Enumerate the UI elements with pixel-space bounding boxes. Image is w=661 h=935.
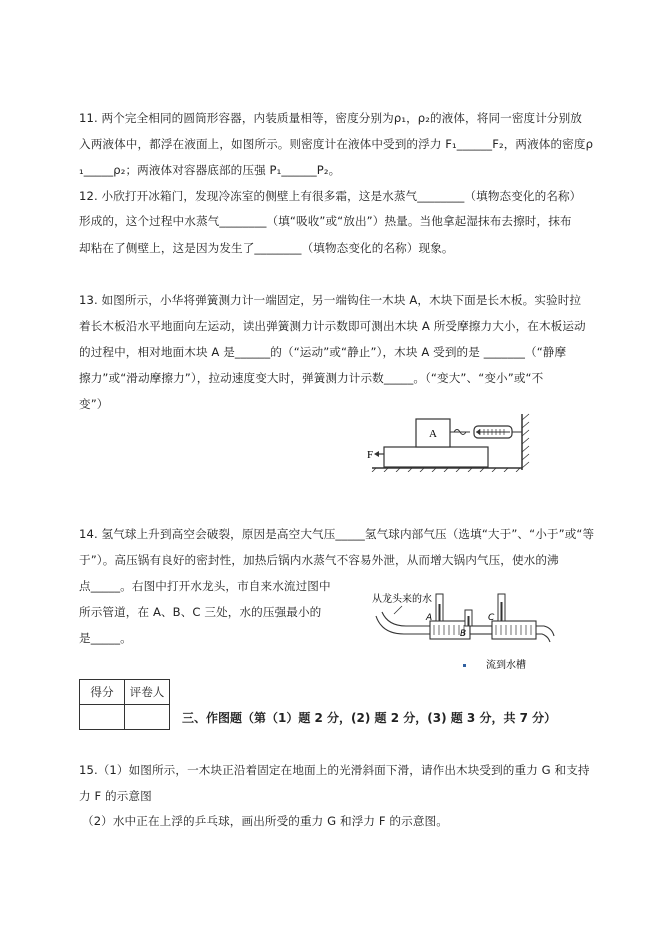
q11-line-3: ₁_____ρ₂；两液体对容器底部的压强 P₁______P₂。 bbox=[79, 163, 341, 177]
grader-header: 评卷人 bbox=[125, 680, 170, 705]
q12-line-1: 12. 小欣打开冰箱门，发现冷冻室的侧壁上有很多霜，这是水蒸气________（填物态变化的名称） bbox=[79, 189, 582, 203]
block-a-label: A bbox=[429, 428, 437, 440]
q14-line-4: 所示管道，在 A、B、C 三处，水的压强最小的 bbox=[79, 605, 322, 619]
pipe-figure bbox=[368, 590, 558, 674]
q15-line-1: 15.（1）如图所示，一木块正沿着固定在地面上的光滑斜面下滑，请作出木块受到的重力 G 和支持 bbox=[79, 763, 590, 777]
point-b-label: B bbox=[460, 629, 467, 639]
q15-line-2: 力 F 的示意图 bbox=[79, 789, 152, 803]
blue-mark bbox=[463, 664, 466, 667]
q12-line-2: 形成的，这个过程中水蒸气________（填“吸收”或“放出”）热量。当他拿起湿抹布去擦时，抹布 bbox=[79, 214, 572, 228]
spring-scale-figure bbox=[364, 412, 532, 472]
q13-line-1: 13. 如图所示，小华将弹簧测力计一端固定，另一端钩住一木块 A，木块下面是长木板。实验时拉 bbox=[79, 293, 582, 307]
q14-line-5: 是_____。 bbox=[79, 631, 132, 645]
q13-line-5: 变”） bbox=[79, 397, 109, 411]
q12-line-3: 却粘在了侧壁上，这是因为发生了________（填物态变化的名称）现象。 bbox=[79, 241, 454, 255]
point-a-label: A bbox=[426, 613, 433, 623]
grader-cell[interactable] bbox=[125, 705, 170, 730]
q13-line-4: 擦力”或“滑动摩擦力”），拉动速度变大时，弹簧测力计示数_____。（“变大”、“变小”或“不 bbox=[79, 371, 544, 385]
force-f-label: F bbox=[367, 449, 374, 461]
source-label: 从龙头来的水 bbox=[372, 594, 432, 605]
score-cell[interactable] bbox=[80, 705, 125, 730]
q14-line-3: 点_____。右图中打开水龙头，市自来水流过图中 bbox=[79, 579, 331, 593]
q15-line-3: （2）水中正在上浮的乒乓球，画出所受的重力 G 和浮力 F 的示意图。 bbox=[82, 814, 448, 828]
sink-label: 流到水槽 bbox=[486, 660, 526, 671]
q13-line-2: 着长木板沿水平地面向左运动，读出弹簧测力计示数即可测出木块 A 所受摩擦力大小，在木板运动 bbox=[79, 319, 586, 333]
q14-line-1: 14. 氢气球上升到高空会破裂，原因是高空大气压_____氢气球内部气压（选填“大于”、“小于”或“等 bbox=[79, 527, 595, 541]
q13-line-3: 的过程中，相对地面木块 A 是______的（“运动”或“静止”），木块 A 受到的是 _______（“静摩 bbox=[79, 345, 567, 359]
score-header: 得分 bbox=[80, 680, 125, 705]
q11-line-2: 入两液体中，都浮在液面上，如图所示。则密度计在液体中受到的浮力 F₁______F₂，两液体的密度ρ bbox=[79, 137, 594, 151]
section-title: 三、作图题（第（1）题 2 分，(2) 题 2 分，(3) 题 3 分，共 7 分） bbox=[182, 711, 557, 725]
q14-line-2: 于”）。高压锅有良好的密封性，加热后锅内水蒸气不容易外泄，从而增大锅内气压，使水的沸 bbox=[79, 553, 559, 567]
long-board bbox=[384, 447, 488, 467]
score-table bbox=[79, 679, 170, 730]
q11-line-1: 11. 两个完全相同的圆筒形容器，内装质量相等，密度分别为ρ₁，ρ₂的液体，将同一密度计分别放 bbox=[79, 111, 582, 125]
point-c-label: C bbox=[488, 613, 495, 623]
